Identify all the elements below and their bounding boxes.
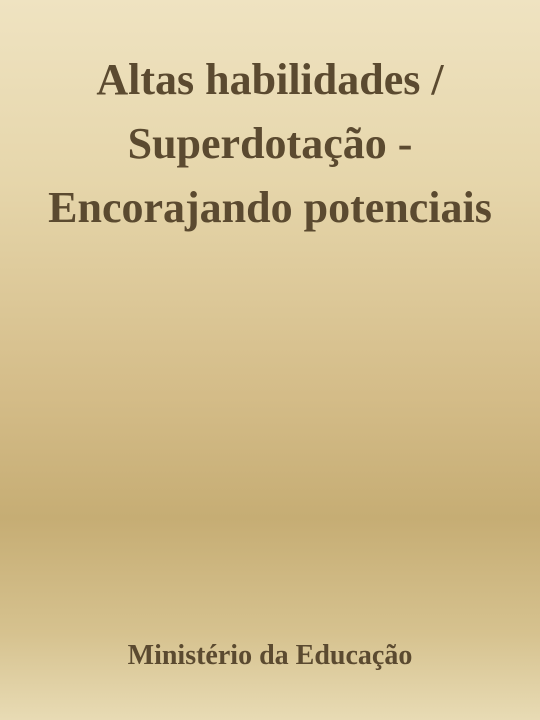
book-author: Ministério da Educação: [127, 640, 413, 671]
book-title: Altas habilidades / Superdotação - Encorajando potenciais: [48, 55, 492, 232]
